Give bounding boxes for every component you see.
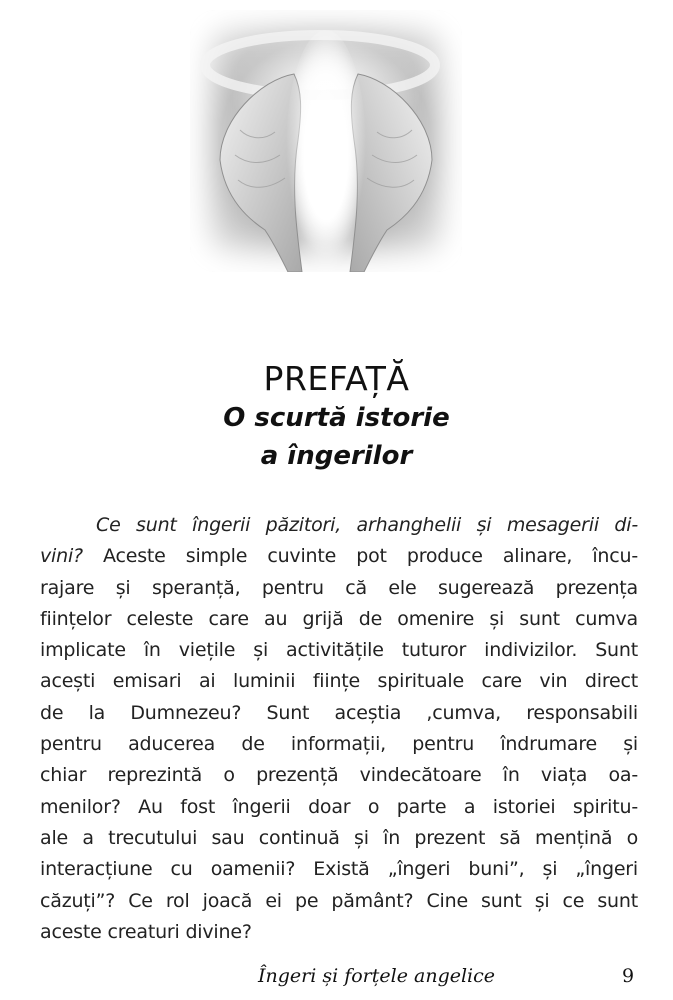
chapter-heading <box>0 360 673 474</box>
chapter-subtitle-line2: a îngerilor <box>260 441 413 471</box>
preface-paragraph <box>40 510 638 948</box>
paragraph-line: acești emisari ai luminii ființe spirituale care vin direct <box>40 670 638 693</box>
chapter-subtitle-line1: O scurtă istorie <box>223 403 450 433</box>
paragraph-line: chiar reprezintă o prezență vindecătoare în viața oa- <box>40 764 638 787</box>
paragraph-line: ale a trecutului sau continuă și în prezent să mențină o <box>40 826 638 849</box>
running-title: Îngeri și forțele angelice <box>258 965 496 987</box>
paragraph-line: interacțiune cu oamenii? Există „îngeri buni”, și „îngeri <box>40 858 638 881</box>
paragraph-line: Ce sunt îngerii păzitori, arhanghelii și mesagerii di- <box>96 514 638 536</box>
paragraph-line: implicate în viețile și activitățile tuturor indivizilor. Sunt <box>40 639 638 662</box>
paragraph-line: pentru aducerea de informații, pentru îndrumare și <box>40 733 638 756</box>
paragraph-line: de la Dumnezeu? Sunt aceștia ,cumva, responsabili <box>40 701 638 724</box>
page-footer <box>0 965 673 995</box>
paragraph-line: menilor? Au fost îngerii doar o parte a istoriei spiritu- <box>40 795 638 818</box>
paragraph-line: rajare și speranță, pentru că ele sugerează prezența <box>40 576 638 599</box>
paragraph-line: căzuți”? Ce rol joacă ei pe pământ? Cine sunt și ce sunt <box>40 889 638 912</box>
paragraph-line: ființelor celeste care au grijă de omenire și sunt cumva <box>40 607 638 630</box>
page-number: 9 <box>622 965 635 987</box>
paragraph-line: vini? Aceste simple cuvinte pot produce alinare, încu- <box>40 545 638 568</box>
angel-wings-illustration <box>190 10 462 272</box>
angel-wings-icon <box>190 10 462 272</box>
paragraph-line: aceste creaturi divine? <box>40 920 252 943</box>
chapter-title: PREFAȚĂ <box>263 359 410 398</box>
